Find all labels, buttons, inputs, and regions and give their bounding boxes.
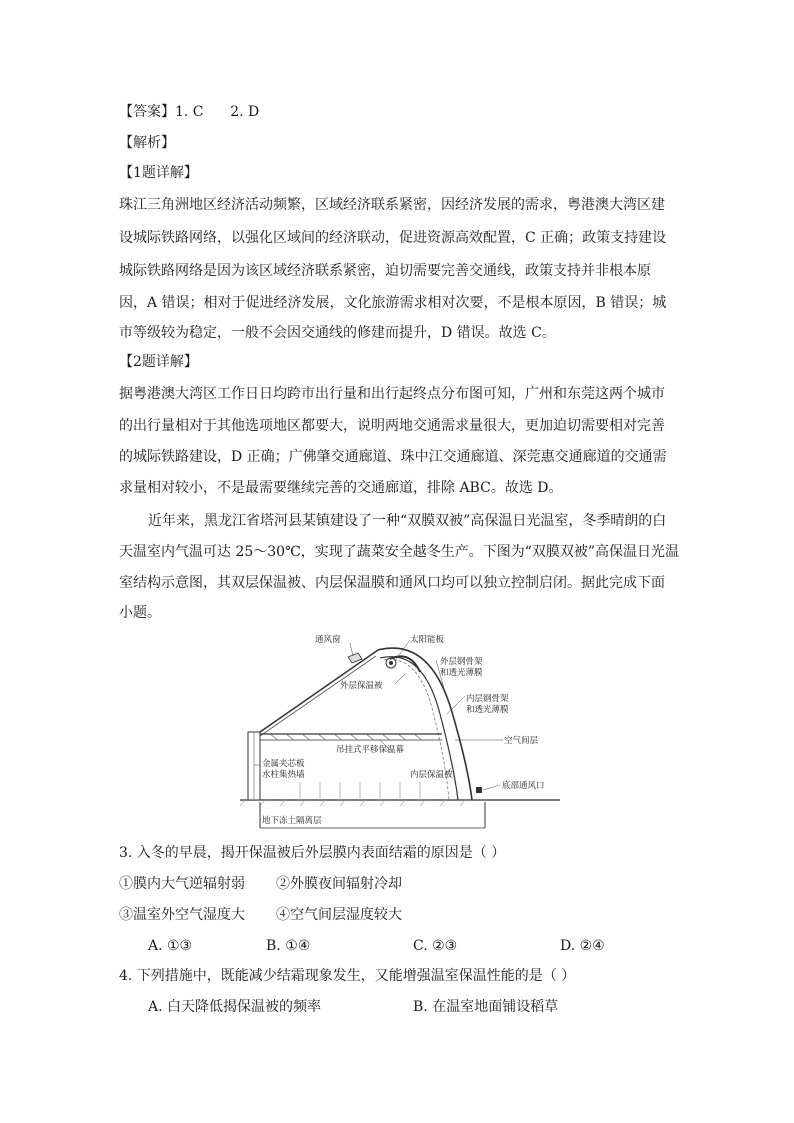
q1-paragraph-line: 因，A 错误；相对于促进经济发展，文化旅游需求相对次要，不是根本原因，B 错误；城 bbox=[119, 295, 667, 311]
q2-paragraph-line: 据粤港澳大湾区工作日日均跨市出行量和出行起终点分布图可知，广州和东莞这两个城市 bbox=[119, 386, 665, 402]
label-frozen-layer: 地下冻土隔离层 bbox=[262, 816, 322, 826]
q3-item: ②外膜夜间辐射冷却 bbox=[276, 876, 402, 892]
intro-line: 近年来，黑龙江省塔河县某镇建设了一种“双膜双被”高保温日光温室，冬季晴朗的白 bbox=[148, 513, 667, 529]
q2-heading: 【2题详解】 bbox=[119, 354, 198, 370]
q3-item: ③温室外空气湿度大 bbox=[119, 907, 245, 923]
q3-stem: 3. 入冬的早晨，揭开保温被后外层膜内表面结霜的原因是（ ） bbox=[119, 845, 506, 861]
q1-paragraph-line: 市等级较为稳定，一般不会因交通线的修建而提升，D 错误。故选 C。 bbox=[119, 325, 556, 341]
label-bottom-vent: 底部通风口 bbox=[502, 781, 545, 791]
north-roof bbox=[260, 650, 378, 732]
greenhouse-diagram bbox=[240, 632, 560, 830]
quilt-roller-core bbox=[389, 661, 393, 665]
q3-option-c: C. ②③ bbox=[413, 938, 458, 954]
bottom-vent-mark bbox=[476, 787, 482, 793]
analysis-heading: 【解析】 bbox=[119, 135, 175, 151]
q1-paragraph-line: 珠江三角洲地区经济活动频繁，区域经济联系紧密，因经济发展的需求，粤港澳大湾区建 bbox=[119, 197, 665, 213]
q3-option-d: D. ②④ bbox=[560, 938, 605, 954]
label-inner-frame-2: 和透光薄膜 bbox=[466, 705, 509, 715]
q3-option-b: B. ①④ bbox=[266, 938, 311, 954]
north-roof-inner bbox=[260, 656, 376, 736]
q2-paragraph-line: 求量相对较小，不是最需要继续完善的交通廊道，排除 ABC。故选 D。 bbox=[119, 480, 563, 496]
q2-paragraph-line: 的出行量相对于其他选项地区都要大，说明两地交通需求量很大，更加迫切需要相对完善 bbox=[119, 418, 665, 434]
q3-item: ④空气间层湿度较大 bbox=[276, 907, 402, 923]
greenhouse-svg bbox=[240, 632, 560, 830]
intro-line: 天温室内气温可达 25～30℃，实现了蔬菜安全越冬生产。下图为“双膜双被”高保温日光温 bbox=[119, 544, 680, 560]
label-air-layer: 空气间层 bbox=[504, 736, 539, 746]
curtain-truss bbox=[270, 734, 422, 740]
vent-window-shape bbox=[348, 653, 362, 663]
label-inner-film: 内层保温被 bbox=[410, 770, 453, 780]
label-water-wall: 水柱集热墙 bbox=[262, 770, 305, 780]
intro-line: 室结构示意图，其双层保温被、内层保温膜和通风口均可以独立控制启闭。据此完成下面 bbox=[119, 575, 665, 591]
q1-paragraph-line: 设城际铁路网络，以强化区域间的经济联动，促进资源高效配置，C 正确；政策支持建设 bbox=[119, 230, 667, 246]
q3-item: ①膜内大气逆辐射弱 bbox=[119, 876, 245, 892]
ground-hatch bbox=[240, 800, 465, 806]
label-solar-panel: 太阳能板 bbox=[410, 635, 445, 645]
q4-stem: 4. 下列措施中，既能减少结霜现象发生，又能增强温室保温性能的是（ ） bbox=[119, 968, 576, 984]
label-outer-quilt: 外层保温被 bbox=[340, 681, 383, 691]
label-outer-frame-2: 和透光薄膜 bbox=[440, 668, 483, 678]
answer-text: 1. C 2. D bbox=[175, 104, 260, 120]
q2-paragraph-line: 的城际铁路建设，D 正确；广佛肇交通廊道、珠中江交通廊道、深莞惠交通廊道的交通需 bbox=[119, 449, 667, 465]
q4-option-b: B. 在温室地面铺设稻草 bbox=[413, 999, 559, 1015]
q1-heading: 【1题详解】 bbox=[119, 165, 198, 181]
intro-line: 小题。 bbox=[119, 605, 161, 621]
answer-label: 【答案】 bbox=[119, 104, 175, 120]
label-outer-frame-1: 外层钢骨架 bbox=[440, 657, 483, 667]
q4-option-a: A. 白天降低揭保温被的频率 bbox=[148, 999, 322, 1015]
crop-rows bbox=[300, 782, 420, 800]
q1-paragraph-line: 城际铁路网络是因为该区域经济联系紧密，迫切需要完善交通线，政策支持并非根本原 bbox=[119, 263, 651, 279]
answer-line bbox=[119, 102, 259, 122]
q3-option-a: A. ①③ bbox=[148, 938, 193, 954]
label-vent-window: 通风窗 bbox=[315, 635, 341, 645]
label-hanging-curtain: 吊挂式平移保温幕 bbox=[336, 745, 405, 755]
label-inner-frame-1: 内层钢骨架 bbox=[466, 694, 509, 704]
label-metal-board: 金属夹芯板 bbox=[262, 759, 305, 769]
